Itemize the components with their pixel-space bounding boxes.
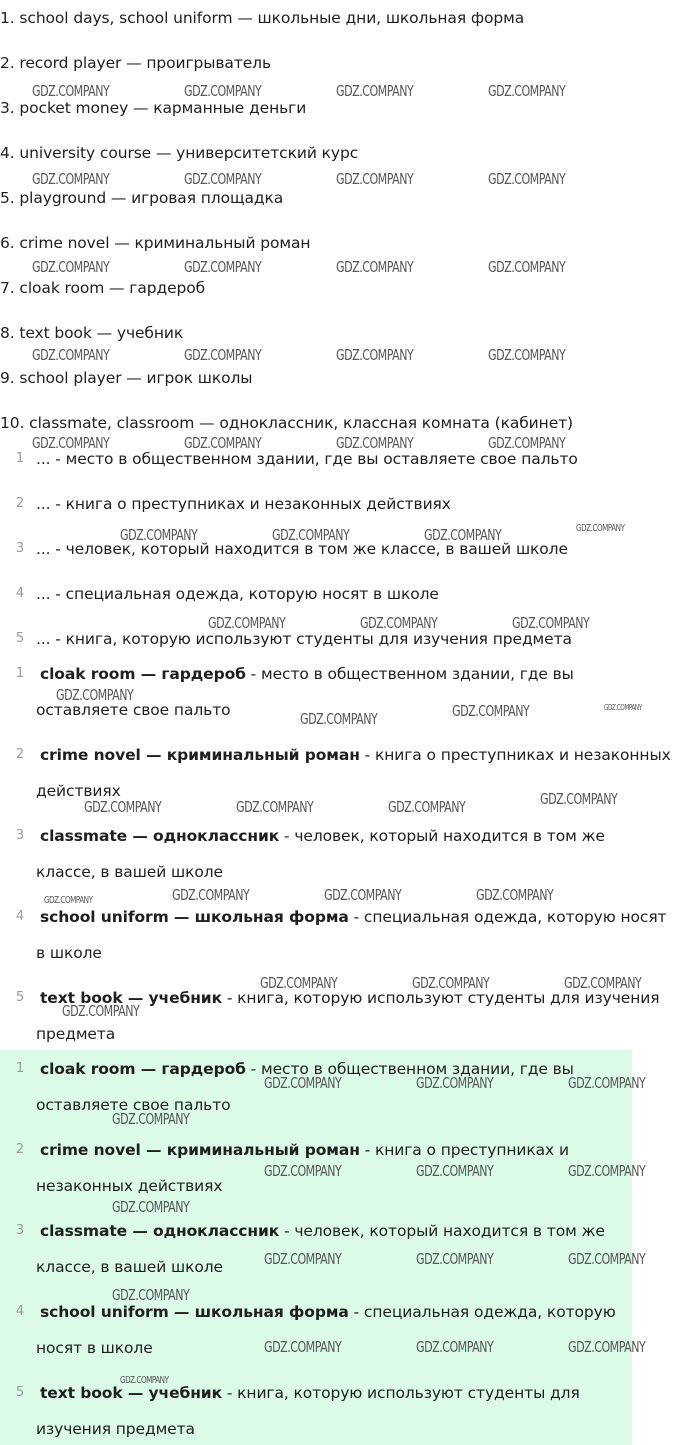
- answer-definition: - место в общественном здании, где вы: [245, 1060, 574, 1078]
- answer-number: 1: [15, 666, 25, 681]
- watermark: GDZ.COMPANY: [264, 1250, 342, 1268]
- answer-number: 4: [15, 1304, 25, 1319]
- answer-number: 2: [15, 747, 25, 762]
- watermark: GDZ.COMPANY: [568, 1074, 646, 1092]
- watermark: GDZ.COMPANY: [260, 974, 338, 992]
- answer-definition: - книга, которую используют студенты для: [222, 1384, 580, 1402]
- watermark: GDZ.COMPANY: [184, 82, 262, 100]
- watermark: GDZ.COMPANY: [336, 258, 414, 276]
- watermark: GDZ.COMPANY: [44, 895, 93, 906]
- answer-continuation: оставляете свое пальто: [36, 701, 231, 719]
- watermark: GDZ.COMPANY: [604, 703, 642, 712]
- answer-number: 5: [15, 990, 25, 1005]
- answer-number: 3: [15, 828, 25, 843]
- watermark: GDZ.COMPANY: [336, 434, 414, 452]
- watermark: GDZ.COMPANY: [576, 523, 625, 534]
- vocab-item: 6. crime novel — криминальный роман: [0, 234, 311, 252]
- answer-definition: - человек, который находится в том же: [279, 827, 605, 845]
- answer-definition: - книга о преступниках и незаконных: [359, 746, 671, 764]
- vocab-item: 10. classmate, classroom — одноклассник, классная комната (кабинет): [0, 414, 574, 432]
- watermark: GDZ.COMPANY: [62, 1002, 140, 1020]
- watermark: GDZ.COMPANY: [236, 798, 314, 816]
- watermark: GDZ.COMPANY: [512, 614, 590, 632]
- answer-term: classmate — одноклассник: [40, 827, 280, 845]
- vocab-item: 2. record player — проигрыватель: [0, 54, 272, 72]
- answer-term: classmate — одноклассник: [40, 1222, 280, 1240]
- answer-line: [40, 745, 671, 765]
- answer-continuation: действиях: [36, 782, 121, 800]
- watermark: GDZ.COMPANY: [488, 346, 566, 364]
- watermark: GDZ.COMPANY: [488, 82, 566, 100]
- answer-continuation: классе, в вашей школе: [36, 863, 223, 881]
- watermark: GDZ.COMPANY: [112, 1198, 190, 1216]
- answer-continuation: носят в школе: [36, 1339, 153, 1357]
- watermark: GDZ.COMPANY: [184, 346, 262, 364]
- answer-continuation: предмета: [36, 1025, 116, 1043]
- watermark: GDZ.COMPANY: [32, 82, 110, 100]
- vocab-item: 7. cloak room — гардероб: [0, 279, 206, 297]
- answer-continuation: классе, в вашей школе: [36, 1258, 223, 1276]
- watermark: GDZ.COMPANY: [564, 974, 642, 992]
- watermark: GDZ.COMPANY: [32, 434, 110, 452]
- watermark: GDZ.COMPANY: [452, 702, 530, 720]
- watermark: GDZ.COMPANY: [272, 526, 350, 544]
- watermark: GDZ.COMPANY: [336, 82, 414, 100]
- watermark: GDZ.COMPANY: [32, 170, 110, 188]
- watermark: GDZ.COMPANY: [416, 1338, 494, 1356]
- watermark: GDZ.COMPANY: [568, 1338, 646, 1356]
- answer-continuation: изучения предмета: [36, 1420, 195, 1438]
- answer-term: cloak room — гардероб: [40, 1060, 246, 1078]
- task-number: 3: [15, 541, 25, 556]
- watermark: GDZ.COMPANY: [540, 790, 618, 808]
- answer-term: text book — учебник: [40, 989, 222, 1007]
- watermark: GDZ.COMPANY: [412, 974, 490, 992]
- watermark: GDZ.COMPANY: [476, 886, 554, 904]
- watermark: GDZ.COMPANY: [336, 170, 414, 188]
- task-definition: ... - место в общественном здании, где вы оставляете свое пальто: [36, 450, 578, 468]
- answer-term: crime novel — криминальный роман: [40, 1141, 360, 1159]
- watermark: GDZ.COMPANY: [184, 258, 262, 276]
- answer-line: [40, 1302, 616, 1322]
- answer-line: [40, 664, 574, 684]
- watermark: GDZ.COMPANY: [120, 1375, 169, 1386]
- answer-term: cloak room — гардероб: [40, 665, 246, 683]
- task-number: 4: [15, 586, 25, 601]
- task-definition: ... - книга о преступниках и незаконных действиях: [36, 495, 451, 513]
- vocab-item: 1. school days, school uniform — школьные дни, школьная форма: [0, 9, 525, 27]
- watermark: GDZ.COMPANY: [336, 346, 414, 364]
- answer-definition: - специальная одежда, которую: [348, 1303, 616, 1321]
- answer-line: [40, 1383, 580, 1403]
- answer-line: [40, 826, 605, 846]
- task-number: 1: [15, 451, 25, 466]
- watermark: GDZ.COMPANY: [416, 1250, 494, 1268]
- vocab-item: 4. university course — университетский курс: [0, 144, 359, 162]
- vocab-item: 5. playground — игровая площадка: [0, 189, 284, 207]
- watermark: GDZ.COMPANY: [568, 1162, 646, 1180]
- answer-term: school uniform — школьная форма: [40, 1303, 349, 1321]
- watermark: GDZ.COMPANY: [424, 526, 502, 544]
- watermark: GDZ.COMPANY: [360, 614, 438, 632]
- task-definition: ... - человек, который находится в том же классе, в вашей школе: [36, 540, 568, 558]
- watermark: GDZ.COMPANY: [112, 1286, 190, 1304]
- vocab-item: 3. pocket money — карманные деньги: [0, 99, 307, 117]
- answer-line: [40, 1221, 605, 1241]
- answer-number: 5: [15, 1385, 25, 1400]
- watermark: GDZ.COMPANY: [84, 798, 162, 816]
- answer-term: text book — учебник: [40, 1384, 222, 1402]
- watermark: GDZ.COMPANY: [208, 614, 286, 632]
- watermark: GDZ.COMPANY: [416, 1074, 494, 1092]
- answer-continuation: в школе: [36, 944, 102, 962]
- answer-definition: - человек, который находится в том же: [279, 1222, 605, 1240]
- watermark: GDZ.COMPANY: [184, 434, 262, 452]
- answer-number: 3: [15, 1223, 25, 1238]
- answer-definition: - специальная одежда, которую носят: [348, 908, 667, 926]
- watermark: GDZ.COMPANY: [120, 526, 198, 544]
- watermark: GDZ.COMPANY: [388, 798, 466, 816]
- answer-number: 4: [15, 909, 25, 924]
- answer-line: [40, 1140, 569, 1160]
- watermark: GDZ.COMPANY: [416, 1162, 494, 1180]
- watermark: GDZ.COMPANY: [264, 1162, 342, 1180]
- vocab-item: 8. text book — учебник: [0, 324, 184, 342]
- task-number: 2: [15, 496, 25, 511]
- watermark: GDZ.COMPANY: [300, 710, 378, 728]
- answer-term: crime novel — криминальный роман: [40, 746, 360, 764]
- answer-definition: - место в общественном здании, где вы: [245, 665, 574, 683]
- watermark: GDZ.COMPANY: [32, 258, 110, 276]
- watermark: GDZ.COMPANY: [488, 258, 566, 276]
- watermark: GDZ.COMPANY: [32, 346, 110, 364]
- answer-definition: - книга о преступниках и: [359, 1141, 569, 1159]
- answer-continuation: незаконных действиях: [36, 1177, 223, 1195]
- watermark: GDZ.COMPANY: [56, 686, 134, 704]
- answer-continuation: оставляете свое пальто: [36, 1096, 231, 1114]
- task-definition: ... - специальная одежда, которую носят в школе: [36, 585, 439, 603]
- answer-number: 2: [15, 1142, 25, 1157]
- answer-line: [40, 907, 666, 927]
- watermark: GDZ.COMPANY: [488, 170, 566, 188]
- answer-term: school uniform — школьная форма: [40, 908, 349, 926]
- watermark: GDZ.COMPANY: [172, 886, 250, 904]
- answer-number: 1: [15, 1061, 25, 1076]
- watermark: GDZ.COMPANY: [488, 434, 566, 452]
- watermark: GDZ.COMPANY: [264, 1074, 342, 1092]
- vocab-item: 9. school player — игрок школы: [0, 369, 253, 387]
- watermark: GDZ.COMPANY: [324, 886, 402, 904]
- task-definition: ... - книга, которую используют студенты для изучения предмета: [36, 630, 572, 648]
- task-number: 5: [15, 631, 25, 646]
- watermark: GDZ.COMPANY: [568, 1250, 646, 1268]
- watermark: GDZ.COMPANY: [112, 1110, 190, 1128]
- watermark: GDZ.COMPANY: [184, 170, 262, 188]
- answer-definition: - книга, которую используют студенты для изучения: [222, 989, 660, 1007]
- watermark: GDZ.COMPANY: [264, 1338, 342, 1356]
